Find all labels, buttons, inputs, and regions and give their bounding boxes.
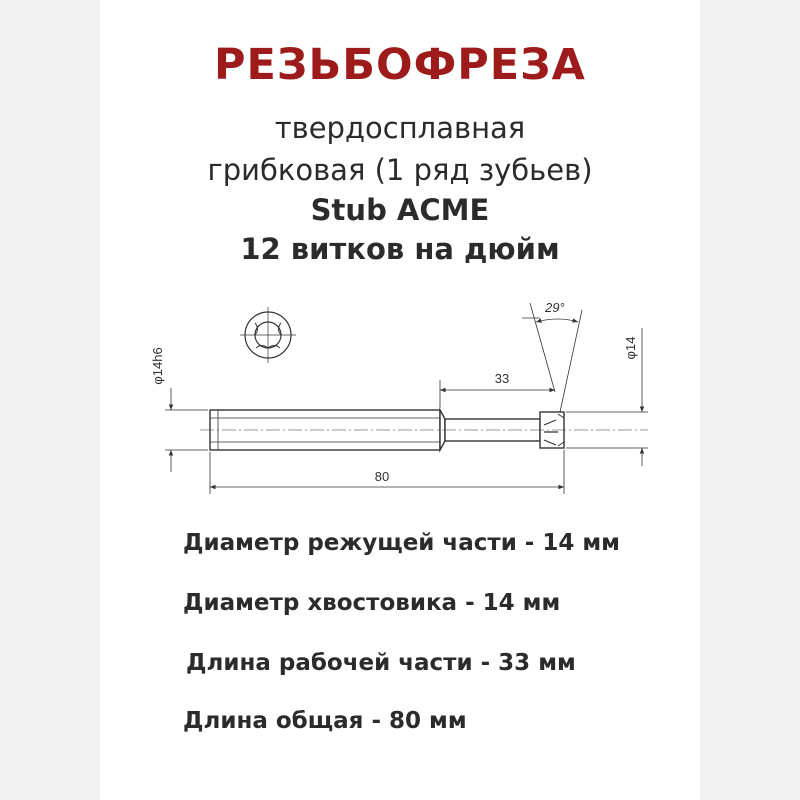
subtitle-pitch: 12 витков на дюйм <box>240 232 560 266</box>
product-card <box>100 0 700 800</box>
working-length-label: 33 <box>494 371 510 386</box>
subtitle-type: грибковая (1 ряд зубьев) <box>207 153 593 187</box>
product-title: РЕЗЬБОФРЕЗА <box>214 40 586 90</box>
total-length-label: 80 <box>374 469 390 484</box>
angle-dimension <box>522 303 582 412</box>
angle-label: 29° <box>545 300 565 315</box>
subtitle-thread-standard: Stub ACME <box>310 193 490 227</box>
spec-shank-diameter: Диаметр хвостовика - 14 мм <box>183 590 561 616</box>
subtitle-material: твердосплавная <box>274 111 526 145</box>
end-view-icon <box>240 307 296 363</box>
spec-total-length: Длина общая - 80 мм <box>183 708 467 734</box>
spec-cutting-diameter: Диаметр режущей части - 14 мм <box>183 530 620 556</box>
technical-drawing <box>100 0 700 520</box>
spec-working-length: Длина рабочей части - 33 мм <box>186 650 576 676</box>
shank-diameter-label: φ14h6 <box>150 347 165 385</box>
cutter-diameter-label: φ14 <box>623 336 638 360</box>
